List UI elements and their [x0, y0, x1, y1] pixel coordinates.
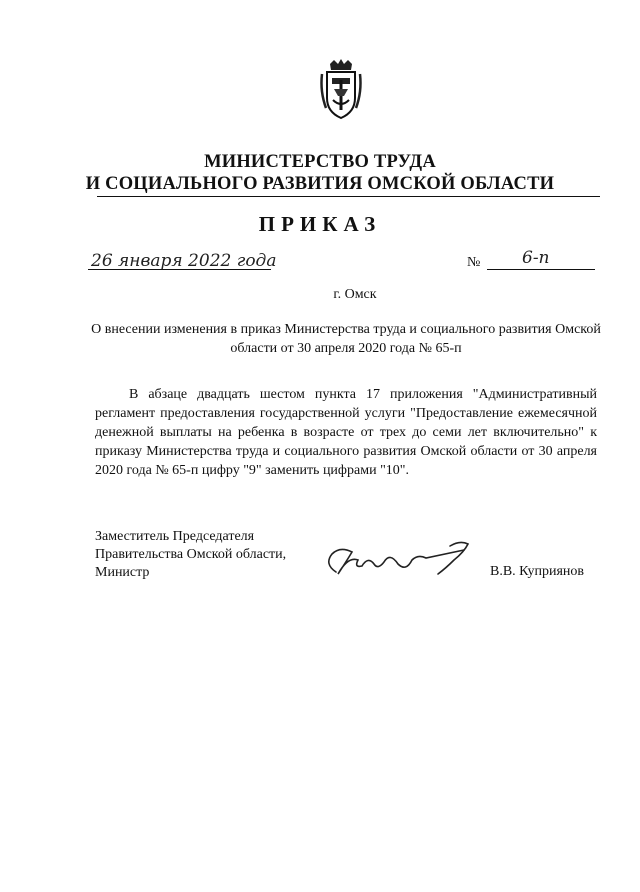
position-line2: Правительства Омской области, [95, 547, 287, 562]
document-subject: О внесении изменения в приказ Министерства труда и социального развития Омской области от 30 апреля 2020 года № 65-п [91, 322, 601, 356]
position-line1: Заместитель Председателя [95, 529, 255, 544]
document-body: В абзаце двадцать шестом пункта 17 приложения "Административный регламент предоставления государственной услуги "Предоставление ежемесячной денежной выплаты на ребенка в возрасте от трех до семи лет включительно" к приказу Министерства труда и социального развития Омской области от 30 апреля 2020 года № 65-п цифру "9" заменить цифрами "10". [95, 387, 597, 478]
document-date: 26 января 2022 года [91, 251, 277, 271]
document-number: 6-п [522, 248, 550, 268]
ministry-name-line2: И СОЦИАЛЬНОГО РАЗВИТИЯ ОМСКОЙ ОБЛАСТИ [85, 174, 555, 194]
signatory-position [95, 528, 286, 582]
ministry-name-line1: МИНИСТЕРСТВО ТРУДА [204, 152, 436, 172]
position-line3: Министр [95, 565, 150, 580]
number-underline [487, 269, 595, 270]
date-underline [88, 269, 271, 270]
signer-name: В.В. Куприянов [490, 564, 584, 579]
document-type: ПРИКАЗ [258, 212, 382, 236]
header-divider [97, 196, 600, 197]
coat-of-arms-icon [318, 58, 364, 120]
number-sign: № [467, 255, 481, 270]
handwritten-signature-icon [318, 538, 476, 582]
document-city: г. Омск [333, 287, 377, 302]
